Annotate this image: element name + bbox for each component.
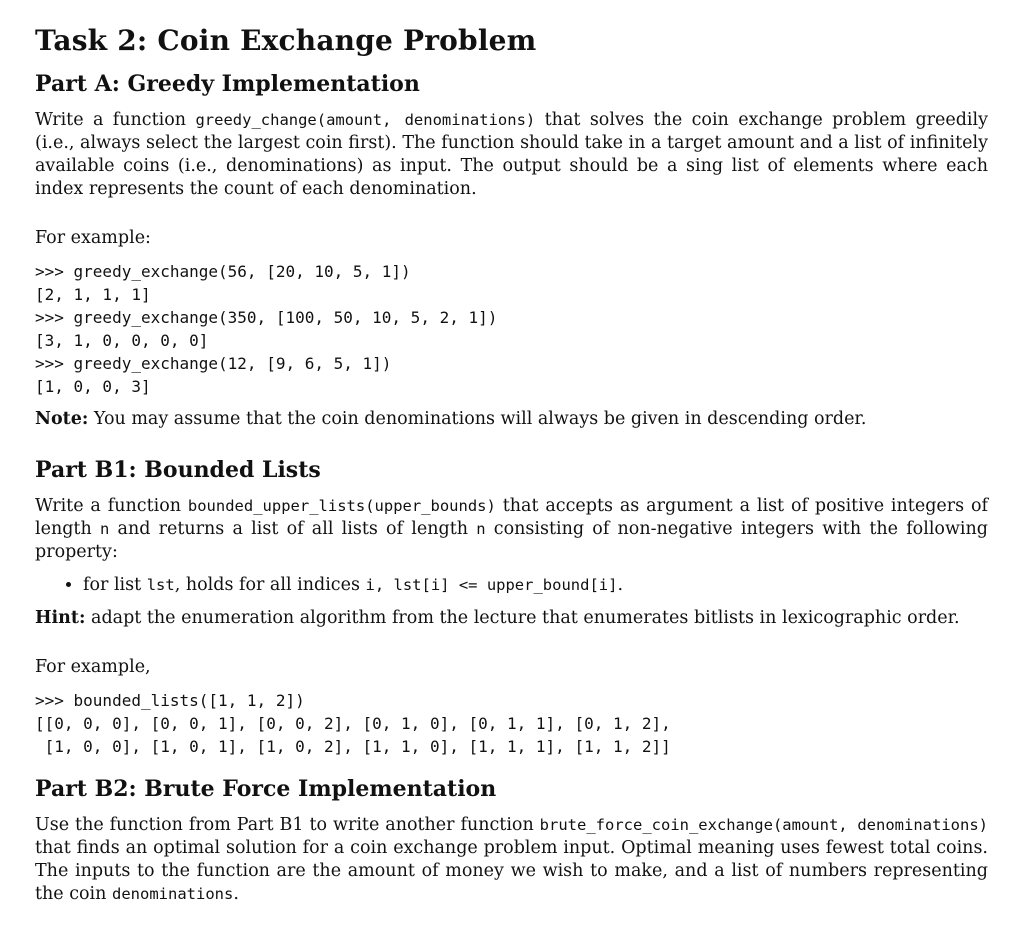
part-b1-heading: Part B1: Bounded Lists xyxy=(35,457,321,483)
part-b1-example-label: For example, xyxy=(35,657,151,677)
part-b1-hint xyxy=(35,607,988,630)
part-b2-text-1: Use the function from Part B1 to write another function xyxy=(35,815,540,835)
hint-text: adapt the enumeration algorithm from the lecture that enumerates bitlists in lexicographic order. xyxy=(85,608,960,628)
code-line: >>> greedy_exchange(56, [20, 10, 5, 1]) xyxy=(35,262,411,281)
code-line: >>> greedy_exchange(12, [9, 6, 5, 1]) xyxy=(35,354,392,373)
property-item xyxy=(83,574,988,597)
page-title: Task 2: Coin Exchange Problem xyxy=(35,24,537,57)
part-b1-text-2: that accepts as argument a list of positive integers of length xyxy=(35,496,988,539)
bullet-text-3: . xyxy=(617,575,624,595)
part-b1-description xyxy=(35,495,988,564)
part-b1-code-block xyxy=(35,689,988,758)
part-b2-description xyxy=(35,814,988,906)
part-a-example-label: For example: xyxy=(35,228,151,248)
note-text: You may assume that the coin denominations will always be given in descending order. xyxy=(88,409,867,429)
bound-condition: i, lst[i] <= upper_bound[i] xyxy=(365,576,618,594)
var-n: n xyxy=(476,520,486,538)
part-b2-text-3: . xyxy=(233,884,239,904)
denominations-code: denominations xyxy=(112,885,234,903)
code-line: [[0, 0, 0], [0, 0, 1], [0, 0, 2], [0, 1, 0], [0, 1, 1], [0, 1, 2], xyxy=(35,714,671,733)
part-a-code-block xyxy=(35,260,988,398)
part-a-text-2: that solves the coin exchange problem greedily (i.e., always select the largest coin first). The function should take in a target amount and a list of infinitely available coins (i.e., denominations) as input. The output should be a sing list of elements where each index represents the count of each denomination. xyxy=(35,110,989,199)
code-line: [2, 1, 1, 1] xyxy=(35,285,151,304)
hint-label: Hint: xyxy=(35,608,86,628)
code-line: >>> bounded_lists([1, 1, 2]) xyxy=(35,691,305,710)
greedy-change-signature: greedy_change(amount, denominations) xyxy=(195,111,536,129)
part-a-heading: Part A: Greedy Implementation xyxy=(35,71,420,97)
var-lst: lst xyxy=(146,576,175,594)
part-b2-text-2: that finds an optimal solution for a coin exchange problem input. Optimal meaning uses fewest total coins. The inputs to the function are the amount of money we wish to make, and a list of numbers representing the coin xyxy=(35,838,988,904)
property-list xyxy=(35,574,988,597)
bullet-text-1: for list xyxy=(83,575,147,595)
code-line: [1, 0, 0, 3] xyxy=(35,377,151,396)
part-b1-text-3: and returns a list of all lists of length xyxy=(109,519,477,539)
brute-force-signature: brute_force_coin_exchange(amount, denominations) xyxy=(539,816,988,834)
code-line: [3, 1, 0, 0, 0, 0] xyxy=(35,331,209,350)
var-n: n xyxy=(99,520,110,538)
part-b1-text-1: Write a function xyxy=(35,496,188,516)
part-a-description xyxy=(35,109,988,201)
code-line: >>> greedy_exchange(350, [100, 50, 10, 5, 2, 1]) xyxy=(35,308,498,327)
bullet-text-2: , holds for all indices xyxy=(174,575,366,595)
code-line: [1, 0, 0], [1, 0, 1], [1, 0, 2], [1, 1, 0], [1, 1, 1], [1, 1, 2]] xyxy=(35,737,671,756)
part-a-text-1: Write a function xyxy=(35,110,196,130)
part-b1-text-4: consisting of non-negative integers with the following property: xyxy=(35,519,988,562)
part-b2-heading: Part B2: Brute Force Implementation xyxy=(35,776,497,802)
part-a-note xyxy=(35,408,988,431)
bounded-upper-lists-signature: bounded_upper_lists(upper_bounds) xyxy=(187,497,496,515)
note-label: Note: xyxy=(35,409,89,429)
